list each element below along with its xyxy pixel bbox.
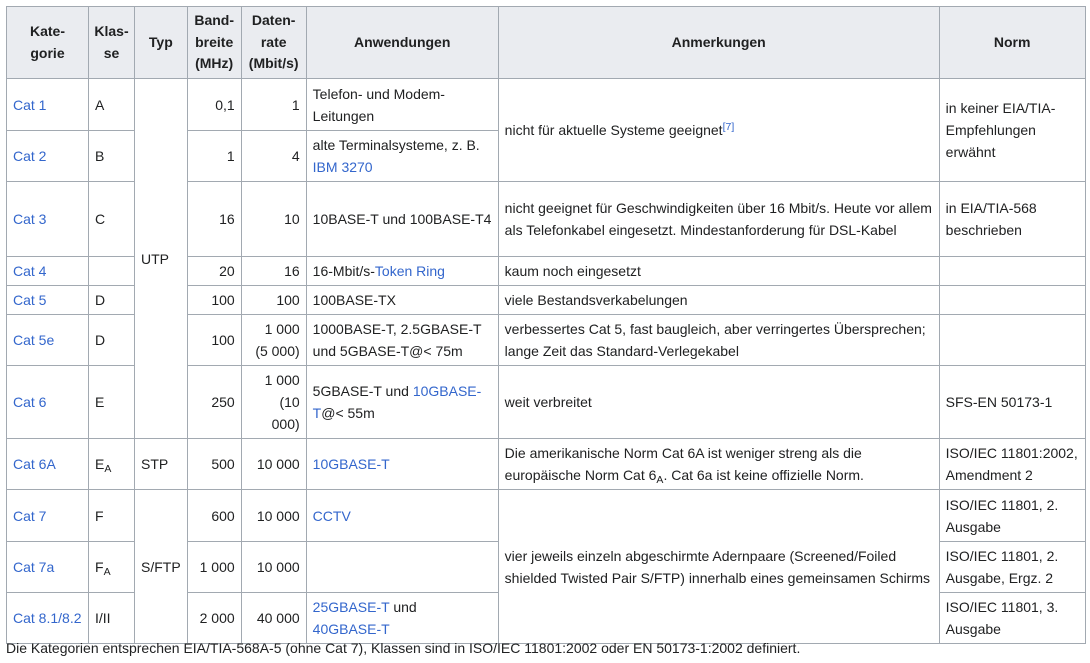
cable-category-table [6, 6, 1086, 644]
klasse-base: F [95, 559, 104, 575]
header-typ[interactable]: Typ [135, 7, 188, 79]
datenrate-cell [241, 366, 306, 439]
anwendungen-text: alte Terminalsysteme, z. B. [312, 137, 480, 153]
datenrate-cell: 4 [241, 131, 306, 182]
anmerkungen-text: nicht für aktuelle Systeme geeignet [504, 122, 723, 138]
anmerkungen-cell: vier jeweils einzeln abgeschirmte Adernpaare (Screened/Foiled shielded Twisted Pair S/FTP) innerhalb eines gemeinsamen Schirms [498, 490, 939, 644]
table-footnote: Die Kategorien entsprechen EIA/TIA-568A-5 (ohne Cat 7), Klassen sind in ISO/IEC 11801:2002 oder EN 50173-1:2002 definiert. [6, 640, 801, 656]
anmerkungen-cell [498, 439, 939, 490]
header-anmerkungen[interactable]: Anmerkungen [498, 7, 939, 79]
anwendungen-link[interactable]: 10GBASE-T [312, 456, 390, 472]
anwendungen-cell [306, 490, 498, 542]
header-row [7, 7, 1086, 79]
anmerkungen-cell: verbessertes Cat 5, fast baugleich, aber verringertes Übersprechen; lange Zeit das Standard-Verlegekabel [498, 315, 939, 366]
kategorie-link[interactable]: Cat 3 [7, 182, 89, 257]
klasse-cell: C [89, 182, 135, 257]
norm-cell [939, 286, 1085, 315]
kategorie-link[interactable]: Cat 6 [7, 366, 89, 439]
table-row [7, 439, 1086, 490]
klasse-subscript: A [104, 463, 112, 476]
bandbreite-cell: 100 [187, 315, 241, 366]
typ-cell: STP [135, 439, 188, 490]
anwendungen-link[interactable]: IBM 3270 [312, 159, 373, 175]
kategorie-link[interactable]: Cat 5 [7, 286, 89, 315]
klasse-cell: A [89, 79, 135, 131]
typ-sftp-cell [135, 490, 188, 644]
anwendungen-suffix: @< 55m [321, 405, 375, 421]
typ-label: UTP [141, 250, 169, 267]
table-row [7, 79, 1086, 131]
datenrate-cell: 10 000 [241, 542, 306, 593]
anmerkungen-cell: weit verbreitet [498, 366, 939, 439]
kategorie-link[interactable]: Cat 7a [7, 542, 89, 593]
norm-cell: SFS-EN 50173-1 [939, 366, 1085, 439]
bandbreite-cell: 0,1 [187, 79, 241, 131]
klasse-cell [89, 542, 135, 593]
kategorie-link[interactable]: Cat 4 [7, 257, 89, 286]
anmerkungen-cell: kaum noch eingesetzt [498, 257, 939, 286]
datenrate-cell: 1 [241, 79, 306, 131]
datenrate-sub: (10 000) [271, 394, 300, 432]
kategorie-link[interactable]: Cat 6A [7, 439, 89, 490]
datenrate-cell: 100 [241, 286, 306, 315]
bandbreite-cell: 600 [187, 490, 241, 542]
anwendungen-text: und [389, 599, 417, 615]
anwendungen-cell [306, 131, 498, 182]
datenrate-sub: (5 000) [255, 343, 300, 359]
anwendungen-text: 16-Mbit/s- [312, 263, 375, 279]
anmerkungen-text: Die amerikanische Norm Cat 6A ist weniger streng als die europäische Norm Cat 6 [504, 445, 862, 483]
header-klasse[interactable]: Klas- se [89, 7, 135, 79]
header-bandbreite[interactable]: Band- breite (MHz) [187, 7, 241, 79]
anmerkungen-cell [498, 79, 939, 182]
anmerkungen-text-end: . Cat 6a ist keine offizielle Norm. [663, 467, 864, 483]
norm-cell [939, 257, 1085, 286]
kategorie-link[interactable]: Cat 1 [7, 79, 89, 131]
datenrate-cell: 10 000 [241, 439, 306, 490]
norm-cell [939, 315, 1085, 366]
klasse-cell: I/II [89, 593, 135, 644]
kategorie-link[interactable]: Cat 8.1/8.2 [7, 593, 89, 644]
bandbreite-cell: 500 [187, 439, 241, 490]
bandbreite-cell: 100 [187, 286, 241, 315]
kategorie-link[interactable]: Cat 7 [7, 490, 89, 542]
header-kategorie[interactable]: Kate- gorie [7, 7, 89, 79]
bandbreite-cell: 16 [187, 182, 241, 257]
norm-cell: ISO/IEC 11801, 2. Ausgabe [939, 490, 1085, 542]
klasse-base: E [95, 456, 105, 472]
bandbreite-cell: 1 000 [187, 542, 241, 593]
norm-cell: ISO/IEC 11801, 2. Ausgabe, Ergz. 2 [939, 542, 1085, 593]
klasse-cell [89, 439, 135, 490]
norm-cell: in EIA/TIA-568 beschrieben [939, 182, 1085, 257]
anwendungen-cell [306, 366, 498, 439]
anmerkungen-cell: nicht geeignet für Geschwindigkeiten über 16 Mbit/s. Heute vor allem als Telefonkabel eingesetzt. Mindestanforderung für DSL-Kabel [498, 182, 939, 257]
kategorie-link[interactable]: Cat 5e [7, 315, 89, 366]
bandbreite-cell: 2 000 [187, 593, 241, 644]
kategorie-link[interactable]: Cat 2 [7, 131, 89, 182]
typ-label: S/FTP [141, 558, 181, 575]
anwendungen-cell [306, 439, 498, 490]
klasse-cell: D [89, 286, 135, 315]
anwendungen-cell: 100BASE-TX [306, 286, 498, 315]
norm-cell: ISO/IEC 11801, 3. Ausgabe [939, 593, 1085, 644]
datenrate-main: 1 000 [264, 372, 300, 388]
typ-utp-cell [135, 79, 188, 439]
reference-link[interactable]: [7] [722, 120, 735, 133]
header-norm[interactable]: Norm [939, 7, 1085, 79]
klasse-subscript: A [103, 566, 111, 579]
bandbreite-cell: 250 [187, 366, 241, 439]
norm-cell: in keiner EIA/TIA-Empfehlungen erwähnt [939, 79, 1085, 182]
table-row [7, 490, 1086, 542]
datenrate-main: 1 000 [264, 321, 300, 337]
anwendungen-text: 5GBASE-T und [312, 383, 413, 399]
anmerkungen-subscript: A [656, 474, 664, 487]
klasse-cell: B [89, 131, 135, 182]
klasse-cell [89, 257, 135, 286]
datenrate-cell [241, 315, 306, 366]
bandbreite-cell: 20 [187, 257, 241, 286]
anwendungen-cell: 1000BASE-T, 2.5GBASE-T und 5GBASE-T@< 75m [306, 315, 498, 366]
datenrate-cell: 10 000 [241, 490, 306, 542]
norm-cell: ISO/IEC 11801:2002, Amendment 2 [939, 439, 1085, 490]
anwendungen-cell [306, 542, 498, 593]
anwendungen-cell [306, 593, 498, 644]
datenrate-cell: 10 [241, 182, 306, 257]
anwendungen-link[interactable]: CCTV [312, 507, 351, 524]
datenrate-cell: 40 000 [241, 593, 306, 644]
bandbreite-cell: 1 [187, 131, 241, 182]
anwendungen-link[interactable]: 10GBASE-T [312, 383, 482, 421]
anwendungen-link-2[interactable]: 40GBASE-T [312, 621, 390, 637]
anwendungen-cell: 10BASE-T und 100BASE-T4 [306, 182, 498, 257]
anwendungen-link[interactable]: Token Ring [374, 263, 445, 279]
anwendungen-cell: Telefon- und Modem-Leitungen [306, 79, 498, 131]
klasse-cell: D [89, 315, 135, 366]
datenrate-cell: 16 [241, 257, 306, 286]
header-anwendungen[interactable]: Anwendungen [306, 7, 498, 79]
anwendungen-link[interactable]: 25GBASE-T [312, 599, 390, 615]
klasse-cell: F [89, 490, 135, 542]
anwendungen-cell [306, 257, 498, 286]
header-datenrate[interactable]: Daten- rate (Mbit/s) [241, 7, 306, 79]
klasse-cell: E [89, 366, 135, 439]
anmerkungen-cell: viele Bestandsverkabelungen [498, 286, 939, 315]
